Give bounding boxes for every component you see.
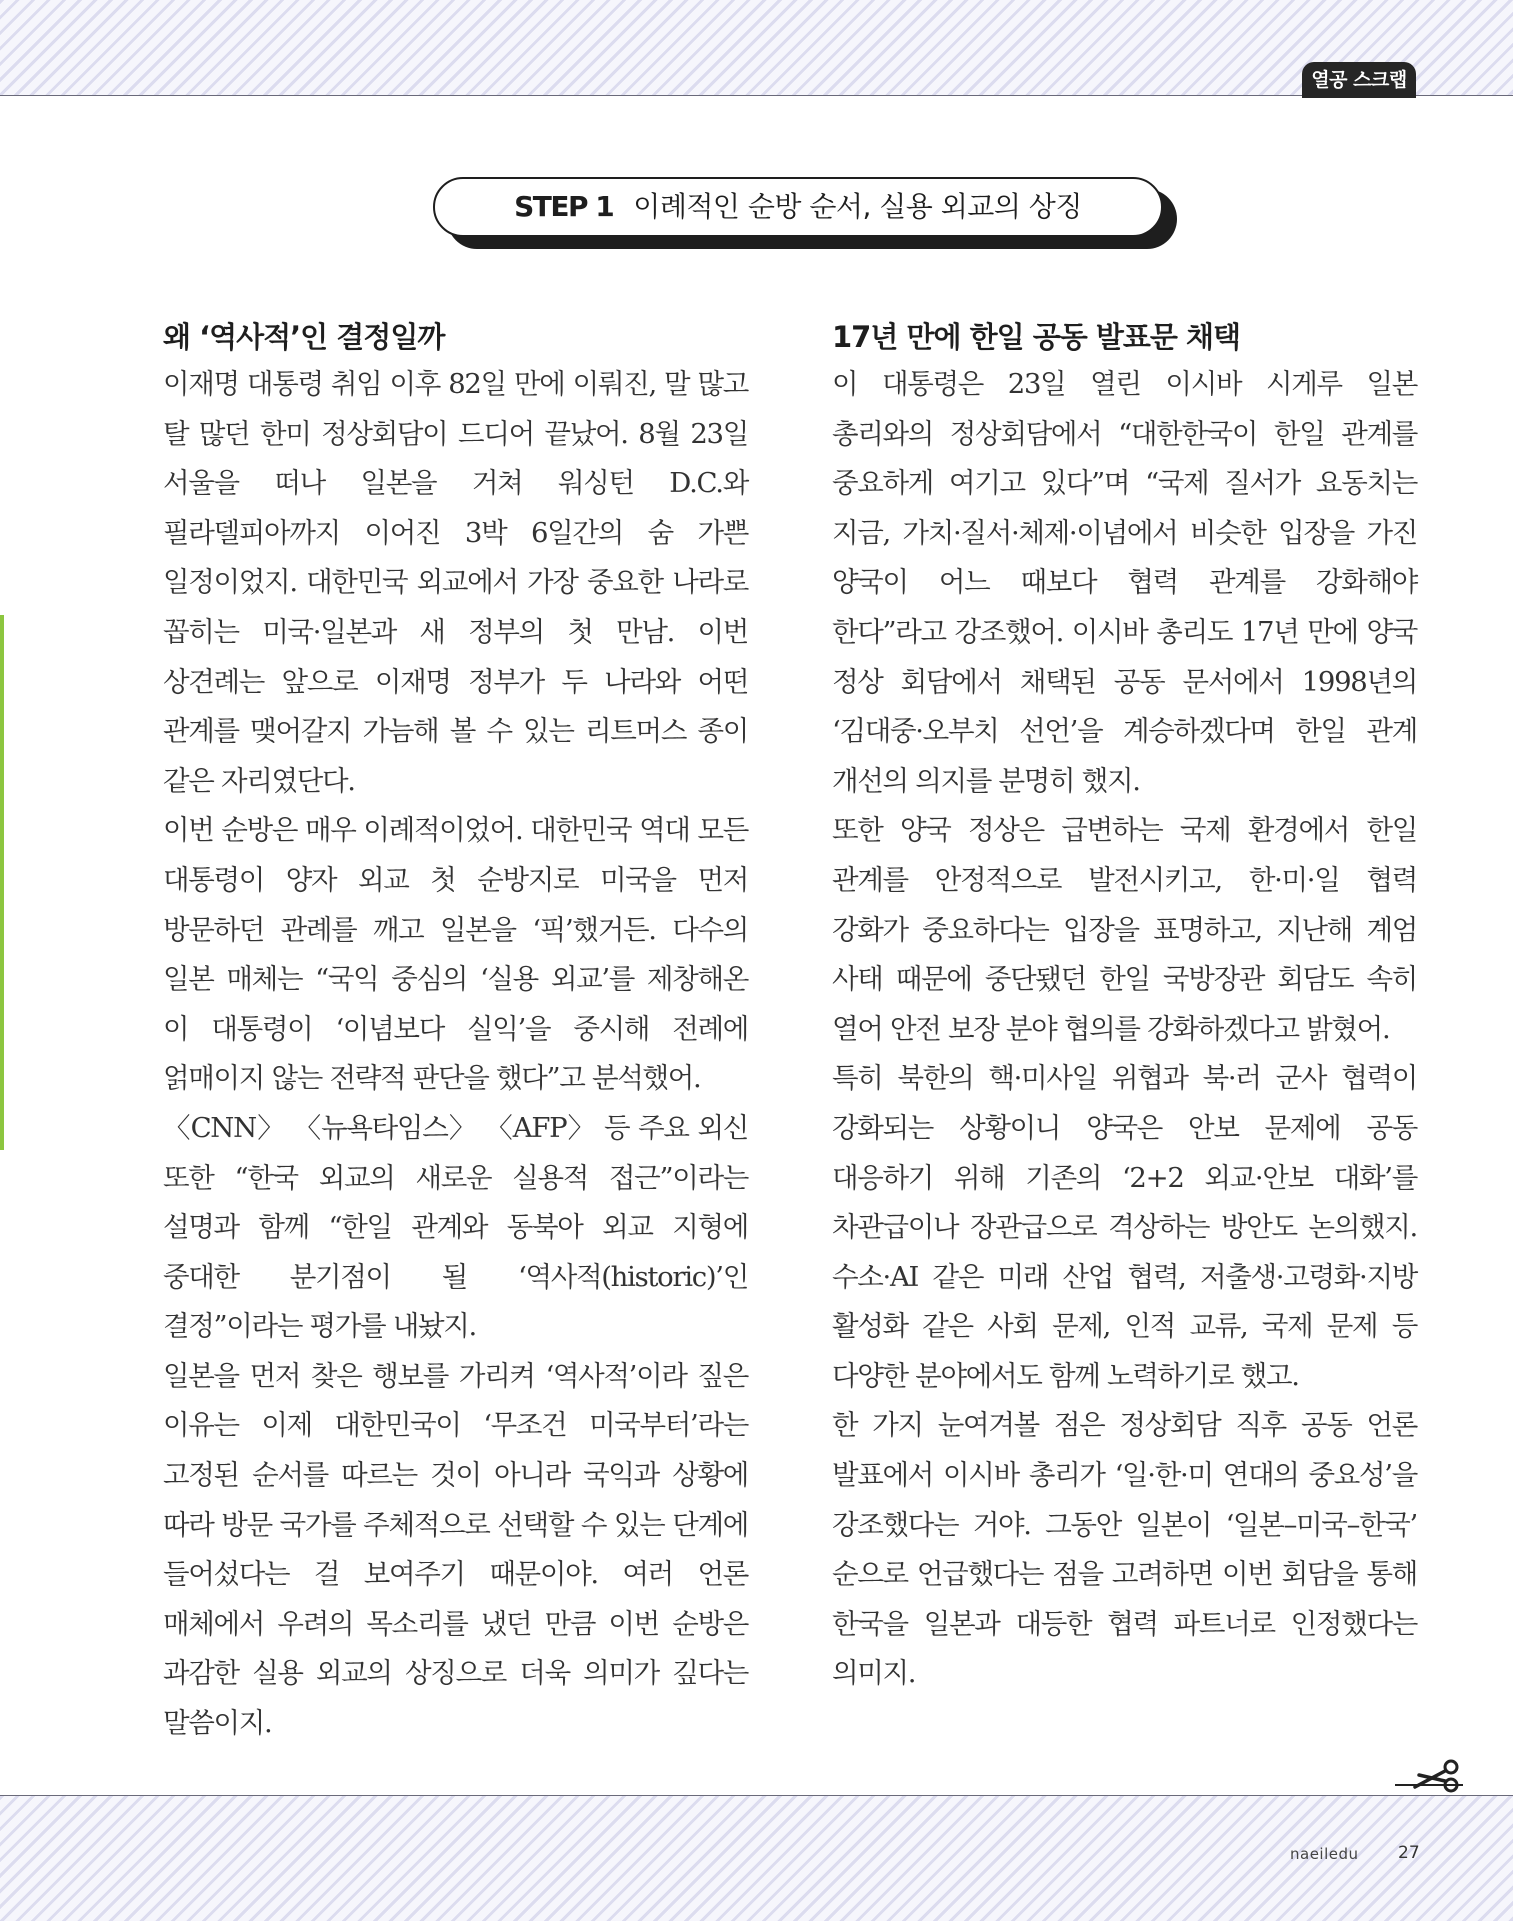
section-tag: 열공 스크랩 bbox=[1302, 62, 1416, 98]
footer-brand: naeiledu bbox=[1290, 1845, 1359, 1863]
scissors-icon bbox=[1395, 1755, 1463, 1795]
left-heading: 왜 ‘역사적’인 결정일까 bbox=[163, 320, 445, 354]
right-heading: 17년 만에 한일 공동 발표문 채택 bbox=[832, 320, 1241, 354]
right-paragraph-2: 또한 양국 정상은 급변하는 국제 환경에서 한일 관계를 안정적으로 발전시키고, 한·미·일 협력 강화가 중요하다는 입장을 표명하고, 지난해 계엄 사태 때문에 중단됐던 한일 국방장관 회담도 속히 열어 안전 보장 분야 협의를 강화하겠다고 밝혔어. bbox=[832, 814, 1417, 1045]
step-banner-box bbox=[433, 177, 1163, 237]
right-column bbox=[832, 314, 1417, 1699]
step-banner bbox=[433, 177, 1185, 253]
left-paragraph-4: 일본을 먼저 찾은 행보를 가리켜 ‘역사적’이라 짚은 이유는 이제 대한민국이 ‘무조건 미국부터’라는 고정된 순서를 따르는 것이 아니라 국익과 상황에 따라 방문 국가를 주체적으로 선택할 수 있는 단계에 들어섰다는 걸 보여주기 때문이야. 여러 언론 매체에서 우려의 목소리를 냈던 만큼 이번 순방은 과감한 실용 외교의 상징으로 더욱 의미가 깊다는 말씀이지. bbox=[163, 1359, 748, 1740]
page-number: 27 bbox=[1398, 1843, 1420, 1863]
left-paragraph-3: 〈CNN〉 〈뉴욕타임스〉 〈AFP〉 등 주요 외신 또한 “한국 외교의 새로운 실용적 접근”이라는 설명과 함께 “한일 관계와 동북아 외교 지형에 중대한 분기점이 될 ‘역사적(historic)’인 결정”이라는 평가를 내놨지. bbox=[163, 1111, 748, 1343]
right-paragraph-3: 특히 북한의 핵·미사일 위협과 북·러 군사 협력이 강화되는 상황이니 양국은 안보 문제에 공동 대응하기 위해 기존의 ‘2+2 외교·안보 대화’를 차관급이나 장관급으로 격상하는 방안도 논의했지. 수소·AI 같은 미래 산업 협력, 저출생·고령화·지방 활성화 같은 사회 문제, 인적 교류, 국제 문제 등 다양한 분야에서도 함께 노력하기로 했고. bbox=[832, 1062, 1417, 1392]
left-paragraph-1: 이재명 대통령 취임 이후 82일 만에 이뤄진, 말 많고 탈 많던 한미 정상회담이 드디어 끝났어. 8월 23일 서울을 떠나 일본을 거쳐 워싱턴 D.C.와 필라델피아까지 이어진 3박 6일간의 숨 가쁜 일정이었지. 대한민국 외교에서 가장 중요한 나라로 꼽히는 미국·일본과 새 정부의 첫 만남. 이번 상견례는 앞으로 이재명 정부가 두 나라와 어떤 관계를 맺어갈지 가늠해 볼 수 있는 리트머스 종이 같은 자리였단다. bbox=[163, 368, 748, 797]
right-paragraph-4: 한 가지 눈여겨볼 점은 정상회담 직후 공동 언론 발표에서 이시바 총리가 ‘일·한·미 연대의 중요성’을 강조했다는 거야. 그동안 일본이 ‘일본–미국–한국’ 순으로 언급했다는 점을 고려하면 이번 회담을 통해 한국을 일본과 대등한 협력 파트너로 인정했다는 의미지. bbox=[832, 1409, 1417, 1690]
left-paragraph-2: 이번 순방은 매우 이례적이었어. 대한민국 역대 모든 대통령이 양자 외교 첫 순방지로 미국을 먼저 방문하던 관례를 깨고 일본을 ‘픽’했거든. 다수의 일본 매체는 “국익 중심의 ‘실용 외교’를 제창해온 이 대통령이 ‘이념보다 실익’을 중시해 전례에 얽매이지 않는 전략적 판단을 했다”고 분석했어. bbox=[163, 814, 748, 1095]
footer-stripe bbox=[0, 1795, 1513, 1921]
step-label: STEP 1 bbox=[514, 190, 614, 223]
step-title: 이례적인 순방 순서, 실용 외교의 상징 bbox=[633, 190, 1082, 223]
left-column bbox=[163, 314, 748, 1749]
header-stripe bbox=[0, 0, 1513, 96]
right-paragraph-1: 이 대통령은 23일 열린 이시바 시게루 일본 총리와의 정상회담에서 “대한한국이 한일 관계를 중요하게 여기고 있다”며 “국제 질서가 요동치는 지금, 가치·질서·체제·이념에서 비슷한 입장을 가진 양국이 어느 때보다 협력 관계를 강화해야 한다”라고 강조했어. 이시바 총리도 17년 만에 양국 정상 회담에서 채택된 공동 문서에서 1998년의 ‘김대중·오부치 선언’을 계승하겠다며 한일 관계 개선의 의지를 분명히 했지. bbox=[832, 368, 1417, 797]
side-accent-bar bbox=[0, 615, 4, 1150]
